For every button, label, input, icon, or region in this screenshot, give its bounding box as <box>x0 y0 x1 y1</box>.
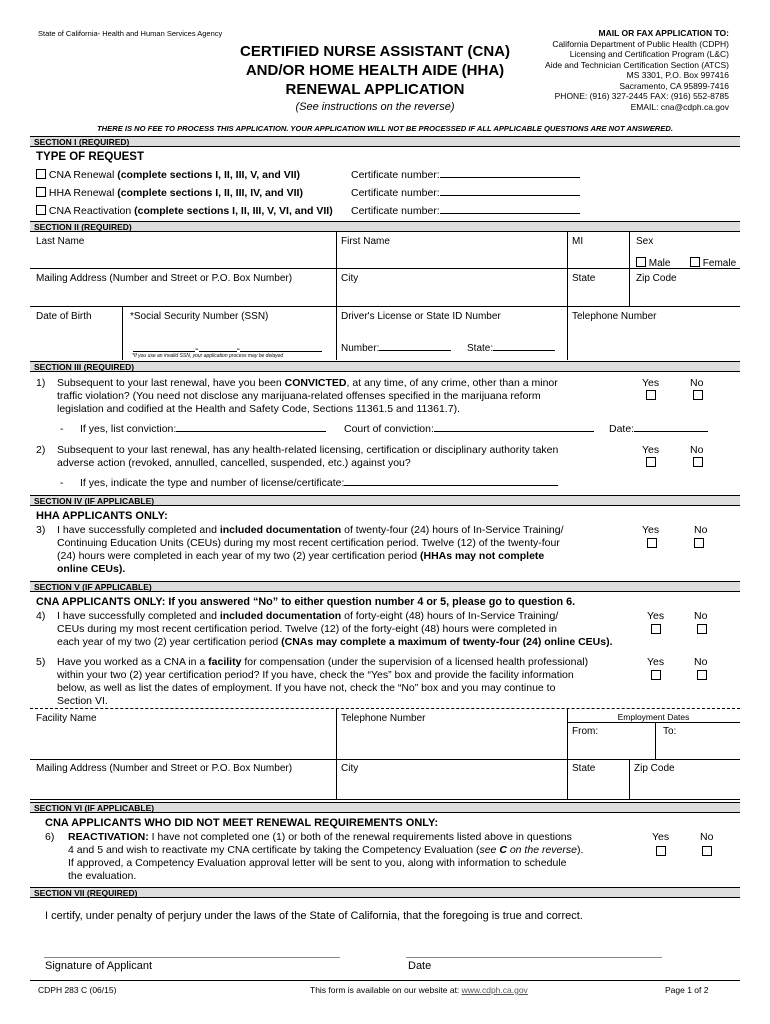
q4-number: 4) <box>36 610 46 622</box>
q1-dash: - <box>60 423 64 435</box>
facility-zip-field[interactable]: Zip Code <box>634 763 675 774</box>
hha-renewal-cert-field[interactable]: Certificate number: <box>351 187 580 200</box>
q4-no-checkbox[interactable] <box>697 624 707 634</box>
q1-yes-label: Yes <box>642 377 660 389</box>
title-line-1: CERTIFIED NURSE ASSISTANT (CNA) <box>240 43 510 60</box>
mail-address-block <box>499 28 729 112</box>
q1-court-field[interactable]: Court of conviction: <box>344 423 594 436</box>
mail-line: PHONE: (916) 327-2445 FAX: (916) 552-8785 <box>554 91 729 101</box>
cna-reactivation-option[interactable]: CNA Reactivation (complete sections I, II, III, V, VI, and VII) <box>36 205 333 218</box>
cna-renewal-cert-field[interactable]: Certificate number: <box>351 169 580 182</box>
mail-line: Sacramento, CA 95899-7416 <box>619 80 729 91</box>
hha-renewal-option[interactable]: HHA Renewal (complete sections I, II, III, IV, and VII) <box>36 187 303 200</box>
section-6-bar: SECTION VI (IF APPLICABLE) <box>30 802 740 813</box>
q3-number: 3) <box>36 524 46 536</box>
q6-no-checkbox[interactable] <box>702 846 712 856</box>
q6-no-label: No <box>700 831 714 843</box>
reactivation-heading: CNA APPLICANTS WHO DID NOT MEET RENEWAL REQUIREMENTS ONLY: <box>45 817 439 829</box>
q3-text: I have successfully completed and included documentation of twenty-four (24) hours of In-Service Training/ Continuing Education Units (CEUs) during my most recent certification period. Twelve (12) of the twenty-four (24) hours were completed in each year of my two (2) year certification period (HHAs may not complete online CEUs). <box>57 524 564 575</box>
first-name-field[interactable]: First Name <box>341 236 390 247</box>
mi-field[interactable]: MI <box>572 236 584 247</box>
q5-no-label: No <box>694 656 708 668</box>
date-label: Date <box>408 960 432 972</box>
q1-date-field[interactable]: Date: <box>609 423 708 436</box>
facility-state-field[interactable]: State <box>572 763 596 774</box>
q5-no-checkbox[interactable] <box>697 670 707 680</box>
q2-no-checkbox[interactable] <box>693 457 703 467</box>
sex-label: Sex <box>636 236 654 247</box>
employment-dates-label: Employment Dates <box>617 712 690 722</box>
q2-yes-checkbox[interactable] <box>646 457 656 467</box>
q5-yes-checkbox[interactable] <box>651 670 661 680</box>
female-option[interactable]: Female <box>690 257 736 269</box>
drivers-license-label: Driver's License or State ID Number <box>341 311 501 322</box>
q1-no-checkbox[interactable] <box>693 390 703 400</box>
mail-heading: MAIL OR FAX APPLICATION TO: <box>598 28 729 38</box>
mail-line: Licensing and Certification Program (L&C) <box>569 49 729 59</box>
mail-line: Aide and Technician Certification Section (ATCS) <box>545 59 729 70</box>
title-line-3: RENEWAL APPLICATION <box>285 81 465 98</box>
type-of-request-heading: TYPE OF REQUEST <box>36 151 144 163</box>
facility-name-field[interactable]: Facility Name <box>36 713 97 724</box>
q6-yes-label: Yes <box>652 831 670 843</box>
q4-text: I have successfully completed and included documentation of forty-eight (48) hours of In-Service Training/ CEUs during my most recent certification period. Twelve (12) of the forty-eight (48) hours were completed in each year of my two (2) year certification period (CNAs may complete a maximum of twenty-four (24) online CEUs). <box>57 610 613 648</box>
q4-yes-label: Yes <box>647 610 665 622</box>
cna-reactivation-cert-field[interactable]: Certificate number: <box>351 205 580 218</box>
website-notice: This form is available on our website at: www.cdph.ca.gov <box>310 985 528 995</box>
q6-text: REACTIVATION: I have not completed one (1) or both of the renewal requirements listed above in questions 4 and 5 and wish to reactivate my CNA certificate by taking the Competency Evaluation (see C on the reverse). If approved, a Competency Evaluation approval letter will be sent to you, along with information to schedule the evaluation. <box>68 831 584 882</box>
q5-number: 5) <box>36 656 46 668</box>
q5-yes-label: Yes <box>647 656 665 668</box>
male-option[interactable]: Male <box>636 257 670 269</box>
q2-number: 2) <box>36 444 46 456</box>
city-field[interactable]: City <box>341 273 359 284</box>
form-title <box>215 42 535 113</box>
q1-text: Subsequent to your last renewal, have you been CONVICTED, at any time, of any crime, other than a minor traffic violation? (You need not disclose any marijuana-related offenses specified in the marijuana reform legislation and codified at the Health and Safety Code, Sections 11361.5 and 11361.7). <box>57 377 558 415</box>
mail-line: MS 3301, P.O. Box 997416 <box>626 70 729 80</box>
section-2-bar: SECTION II (REQUIRED) <box>30 221 740 232</box>
employment-to-field[interactable]: To: <box>663 726 677 737</box>
title-line-2: AND/OR HOME HEALTH AIDE (HHA) <box>245 62 505 79</box>
facility-telephone-field[interactable]: Telephone Number <box>341 713 426 724</box>
hha-applicants-heading: HHA APPLICANTS ONLY: <box>36 510 168 522</box>
facility-city-field[interactable]: City <box>341 763 359 774</box>
male-checkbox[interactable] <box>636 257 646 267</box>
q6-number: 6) <box>45 831 55 843</box>
dl-state-field[interactable]: State: <box>467 343 555 354</box>
cna-reactivation-checkbox[interactable] <box>36 205 46 215</box>
q3-yes-label: Yes <box>642 524 660 536</box>
section-3-bar: SECTION III (REQUIRED) <box>30 361 740 372</box>
section-4-bar: SECTION IV (IF APPLICABLE) <box>30 495 740 506</box>
mail-line: California Department of Public Health (CDPH) <box>552 38 729 49</box>
form-id: CDPH 283 C (06/15) <box>38 985 117 995</box>
q3-no-label: No <box>694 524 708 536</box>
page-number: Page 1 of 2 <box>665 985 709 995</box>
q3-no-checkbox[interactable] <box>694 538 704 548</box>
telephone-field[interactable]: Telephone Number <box>572 311 657 322</box>
cna-renewal-option[interactable]: CNA Renewal (complete sections I, II, III, V, and VII) <box>36 169 300 182</box>
q5-text: Have you worked as a CNA in a facility for compensation (under the supervision of a licensed health professional) within your two (2) year certification period? If you have, check the “Yes” box and provide the facility information below, as well as list the dates of employment. If you have not, check the “No” box and you may continue to Section VI. <box>57 656 589 707</box>
signature-line[interactable] <box>44 957 340 958</box>
agency-name: State of California- Health and Human Services Agency <box>38 29 223 38</box>
q1-number: 1) <box>36 377 46 389</box>
q2-dash: - <box>60 477 64 489</box>
date-of-birth-field[interactable]: Date of Birth <box>36 311 92 322</box>
q3-yes-checkbox[interactable] <box>647 538 657 548</box>
certification-statement: I certify, under penalty of perjury under the laws of the State of California, that the foregoing is true and correct. <box>45 910 583 922</box>
state-field[interactable]: State <box>572 273 596 284</box>
section-1-bar: SECTION I (REQUIRED) <box>30 136 740 147</box>
q4-no-label: No <box>694 610 708 622</box>
form-subtitle: (See instructions on the reverse) <box>295 101 455 113</box>
female-checkbox[interactable] <box>690 257 700 267</box>
employment-from-field[interactable]: From: <box>572 726 599 737</box>
zip-code-field[interactable]: Zip Code <box>636 273 677 284</box>
mailing-address-field[interactable]: Mailing Address (Number and Street or P.O. Box Number) <box>36 273 293 284</box>
q2-no-label: No <box>690 444 704 456</box>
q4-yes-checkbox[interactable] <box>651 624 661 634</box>
q2-text: Subsequent to your last renewal, has any health-related licensing, certification or disciplinary authority taken adverse action (revoked, annulled, cancelled, suspended, etc.) against you? <box>57 444 559 469</box>
q1-no-label: No <box>690 377 704 389</box>
cna-applicants-heading: CNA APPLICANTS ONLY: If you answered “No” to either question number 4 or 5, please go to question 6. <box>36 596 576 608</box>
cna-renewal-checkbox[interactable] <box>36 169 46 179</box>
last-name-field[interactable]: Last Name <box>36 236 85 247</box>
hha-renewal-checkbox[interactable] <box>36 187 46 197</box>
q1-yes-checkbox[interactable] <box>646 390 656 400</box>
q2-license-field[interactable]: If yes, indicate the type and number of license/certificate: <box>80 477 558 490</box>
ssn-field[interactable]: *Social Security Number (SSN) <box>130 311 269 322</box>
ssn-entry-line[interactable]: - - <box>133 343 322 355</box>
section-5-bar: SECTION V (IF APPLICABLE) <box>30 581 740 592</box>
facility-address-field[interactable]: Mailing Address (Number and Street or P.O. Box Number) <box>36 763 293 774</box>
q1-conviction-field[interactable]: If yes, list conviction: <box>80 423 326 436</box>
fee-notice: THERE IS NO FEE TO PROCESS THIS APPLICATION. YOUR APPLICATION WILL NOT BE PROCESSED IF ALL APPLICABLE QUESTIONS ARE NOT ANSWERED. <box>97 124 673 133</box>
date-line[interactable] <box>406 957 662 958</box>
section-7-bar: SECTION VII (REQUIRED) <box>30 887 740 898</box>
website-link[interactable]: www.cdph.ca.gov <box>461 985 528 995</box>
q2-yes-label: Yes <box>642 444 660 456</box>
ssn-note: *If you use an invalid SSN, your application process may be delayed <box>132 353 284 359</box>
q6-yes-checkbox[interactable] <box>656 846 666 856</box>
dl-number-field[interactable]: Number: <box>341 343 451 354</box>
signature-label: Signature of Applicant <box>45 960 153 972</box>
mail-line: EMAIL: cna@cdph.ca.gov <box>630 101 729 112</box>
